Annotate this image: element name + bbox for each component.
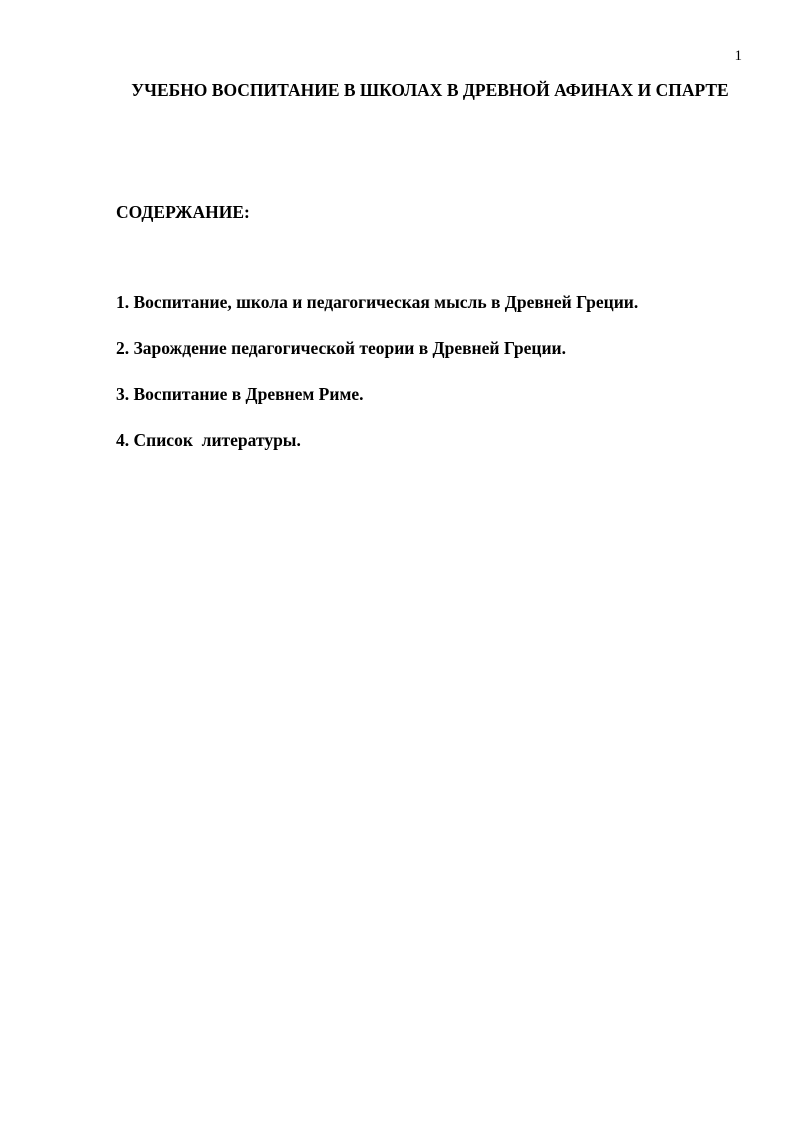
contents-item: 3. Воспитание в Древнем Риме. [116,384,364,404]
document-title: УЧЕБНО ВОСПИТАНИЕ В ШКОЛАХ В ДРЕВНОЙ АФИНАХ И СПАРТЕ [131,80,729,100]
contents-item: 4. Список литературы. [116,430,301,450]
contents-item: 2. Зарождение педагогической теории в Древней Греции. [116,338,567,358]
page-number: 1 [734,48,742,64]
contents-heading: СОДЕРЖАНИЕ: [116,202,250,222]
contents-item: 1. Воспитание, школа и педагогическая мысль в Древней Греции. [116,292,639,312]
contents-list [116,290,756,474]
